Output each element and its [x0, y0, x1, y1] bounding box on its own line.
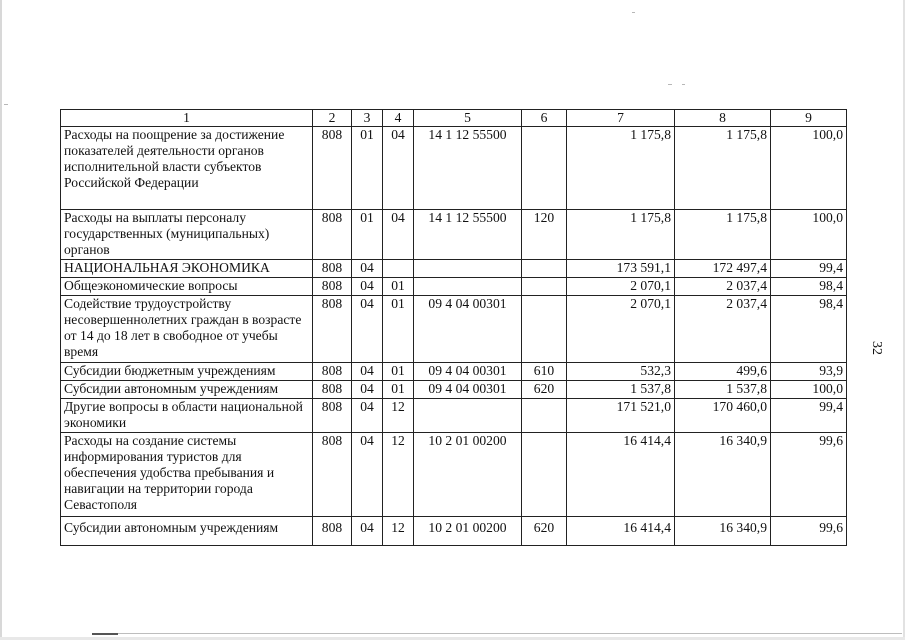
header-cell-3: 3 [352, 110, 383, 127]
row-pr-cell: 01 [383, 381, 414, 399]
header-cell-7: 7 [567, 110, 675, 127]
row-fact-cell: 1 175,8 [675, 127, 771, 210]
row-pct-cell: 100,0 [771, 127, 847, 210]
scan-speck [668, 84, 672, 85]
row-csr-cell: 09 4 04 00301 [414, 381, 522, 399]
row-pct-cell: 99,4 [771, 399, 847, 433]
row-grbs-cell: 808 [313, 127, 352, 210]
row-vr-cell [522, 260, 567, 278]
row-plan-cell: 1 537,8 [567, 381, 675, 399]
table-row [61, 517, 847, 546]
row-name-cell: Содействие трудоустройству несовершеннолетних граждан в возрасте от 14 до 18 лет в свободное от учебы время [61, 296, 313, 363]
row-vr-cell: 120 [522, 210, 567, 260]
row-pr-cell [383, 260, 414, 278]
row-fact-cell: 2 037,4 [675, 296, 771, 363]
row-pr-cell: 04 [383, 127, 414, 210]
bottom-rule [92, 633, 902, 634]
header-cell-5: 5 [414, 110, 522, 127]
row-rz-cell: 04 [352, 399, 383, 433]
row-csr-cell: 10 2 01 00200 [414, 517, 522, 546]
table-row [61, 433, 847, 517]
row-csr-cell: 10 2 01 00200 [414, 433, 522, 517]
table-row [61, 278, 847, 296]
row-pr-cell: 12 [383, 433, 414, 517]
row-fact-cell: 499,6 [675, 363, 771, 381]
row-plan-cell: 2 070,1 [567, 296, 675, 363]
row-pr-cell: 12 [383, 399, 414, 433]
row-plan-cell: 173 591,1 [567, 260, 675, 278]
row-rz-cell: 04 [352, 260, 383, 278]
row-grbs-cell: 808 [313, 433, 352, 517]
row-vr-cell: 610 [522, 363, 567, 381]
row-grbs-cell: 808 [313, 296, 352, 363]
row-csr-cell: 14 1 12 55500 [414, 210, 522, 260]
row-csr-cell: 09 4 04 00301 [414, 363, 522, 381]
row-plan-cell: 16 414,4 [567, 433, 675, 517]
row-grbs-cell: 808 [313, 260, 352, 278]
table-row [61, 210, 847, 260]
row-grbs-cell: 808 [313, 381, 352, 399]
row-pr-cell: 01 [383, 278, 414, 296]
row-fact-cell: 1 537,8 [675, 381, 771, 399]
row-name-cell: Расходы на выплаты персоналу государственных (муниципальных) органов [61, 210, 313, 260]
row-grbs-cell: 808 [313, 399, 352, 433]
row-vr-cell: 620 [522, 517, 567, 546]
row-csr-cell [414, 278, 522, 296]
row-pct-cell: 100,0 [771, 381, 847, 399]
row-name-cell: Субсидии автономным учреждениям [61, 517, 313, 546]
table-header-row [61, 110, 847, 127]
row-rz-cell: 01 [352, 127, 383, 210]
row-rz-cell: 04 [352, 278, 383, 296]
table-row [61, 399, 847, 433]
row-grbs-cell: 808 [313, 517, 352, 546]
row-name-cell: Субсидии автономным учреждениям [61, 381, 313, 399]
row-vr-cell: 620 [522, 381, 567, 399]
row-fact-cell: 172 497,4 [675, 260, 771, 278]
row-pct-cell: 98,4 [771, 278, 847, 296]
row-csr-cell [414, 260, 522, 278]
header-cell-4: 4 [383, 110, 414, 127]
row-rz-cell: 04 [352, 517, 383, 546]
row-plan-cell: 171 521,0 [567, 399, 675, 433]
row-grbs-cell: 808 [313, 210, 352, 260]
budget-table [60, 109, 847, 546]
row-name-cell: НАЦИОНАЛЬНАЯ ЭКОНОМИКА [61, 260, 313, 278]
row-rz-cell: 04 [352, 433, 383, 517]
row-grbs-cell: 808 [313, 363, 352, 381]
row-rz-cell: 04 [352, 296, 383, 363]
table-row [61, 363, 847, 381]
row-rz-cell: 01 [352, 210, 383, 260]
row-name-cell: Расходы на поощрение за достижение показателей деятельности органов исполнительной власти субъектов Российской Федерации [61, 127, 313, 210]
table-row [61, 296, 847, 363]
row-csr-cell [414, 399, 522, 433]
scan-edge-left [0, 0, 2, 640]
row-csr-cell: 09 4 04 00301 [414, 296, 522, 363]
header-cell-9: 9 [771, 110, 847, 127]
table-row [61, 260, 847, 278]
row-plan-cell: 1 175,8 [567, 127, 675, 210]
row-pct-cell: 98,4 [771, 296, 847, 363]
row-grbs-cell: 808 [313, 278, 352, 296]
page-number: 32 [869, 341, 884, 355]
row-rz-cell: 04 [352, 363, 383, 381]
row-pct-cell: 99,6 [771, 517, 847, 546]
row-name-cell: Общеэкономические вопросы [61, 278, 313, 296]
scan-speck [682, 84, 685, 85]
row-fact-cell: 2 037,4 [675, 278, 771, 296]
row-rz-cell: 04 [352, 381, 383, 399]
row-vr-cell [522, 278, 567, 296]
row-pct-cell: 93,9 [771, 363, 847, 381]
header-cell-1: 1 [61, 110, 313, 127]
row-vr-cell [522, 433, 567, 517]
header-cell-8: 8 [675, 110, 771, 127]
row-pct-cell: 100,0 [771, 210, 847, 260]
row-plan-cell: 2 070,1 [567, 278, 675, 296]
row-name-cell: Расходы на создание системы информирования туристов для обеспечения удобства пребывания и навигации на территории города Севастополя [61, 433, 313, 517]
row-vr-cell [522, 399, 567, 433]
scan-speck [4, 104, 8, 105]
row-name-cell: Другие вопросы в области национальной экономики [61, 399, 313, 433]
header-cell-2: 2 [313, 110, 352, 127]
row-pct-cell: 99,6 [771, 433, 847, 517]
row-plan-cell: 16 414,4 [567, 517, 675, 546]
table-row [61, 381, 847, 399]
row-vr-cell [522, 127, 567, 210]
scan-speck [632, 12, 635, 13]
bottom-rule-mark [92, 633, 118, 635]
row-name-cell: Субсидии бюджетным учреждениям [61, 363, 313, 381]
row-fact-cell: 170 460,0 [675, 399, 771, 433]
header-cell-6: 6 [522, 110, 567, 127]
row-csr-cell: 14 1 12 55500 [414, 127, 522, 210]
row-fact-cell: 1 175,8 [675, 210, 771, 260]
row-pct-cell: 99,4 [771, 260, 847, 278]
row-fact-cell: 16 340,9 [675, 433, 771, 517]
table-row [61, 127, 847, 210]
row-pr-cell: 04 [383, 210, 414, 260]
row-pr-cell: 01 [383, 296, 414, 363]
row-pr-cell: 12 [383, 517, 414, 546]
row-plan-cell: 1 175,8 [567, 210, 675, 260]
row-fact-cell: 16 340,9 [675, 517, 771, 546]
row-vr-cell [522, 296, 567, 363]
row-plan-cell: 532,3 [567, 363, 675, 381]
row-pr-cell: 01 [383, 363, 414, 381]
